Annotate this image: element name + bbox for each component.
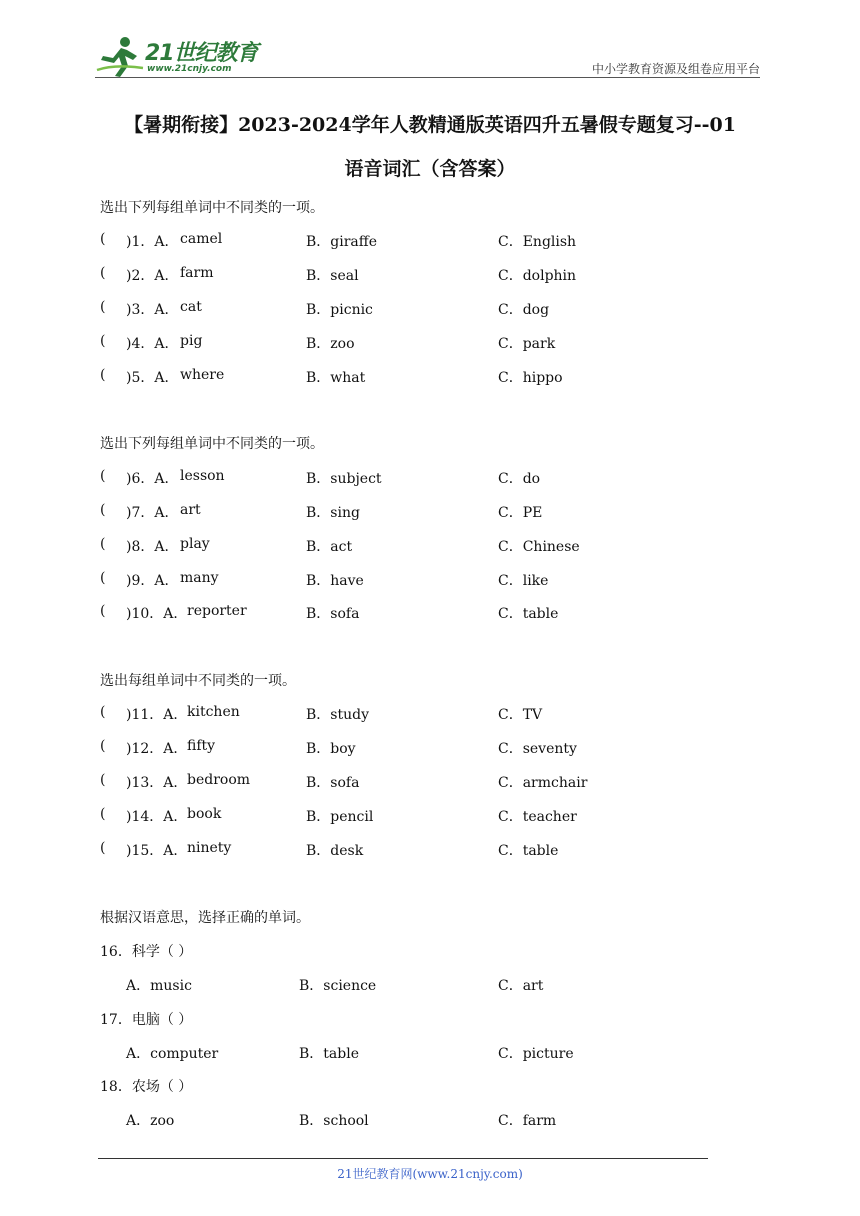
question-row: [100, 840, 720, 860]
answer-blank: (: [100, 333, 106, 349]
option-a: reporter: [187, 603, 247, 619]
option-c: C．picture: [498, 1046, 574, 1062]
question-number: )9．A．: [126, 573, 179, 589]
option-b: B．table: [299, 1046, 359, 1062]
option-b: B．sofa: [306, 775, 360, 791]
option-a: camel: [180, 231, 223, 247]
option-a: lesson: [180, 468, 225, 484]
option-b: B．school: [299, 1113, 369, 1129]
option-a: pig: [180, 333, 203, 349]
question-number: )10．A．: [126, 606, 188, 622]
option-c: C．dolphin: [498, 268, 577, 284]
logo: [95, 34, 260, 78]
option-a: fifty: [187, 738, 216, 754]
option-c: C．PE: [498, 505, 543, 521]
question-row: [100, 772, 720, 792]
question-number: )6．A．: [126, 471, 179, 487]
question-number: )5．A．: [126, 370, 179, 386]
footer-divider: [98, 1158, 708, 1159]
option-a: A．music: [126, 978, 192, 994]
question-number: )14．A．: [126, 809, 188, 825]
option-a: play: [180, 536, 210, 552]
option-b: B．seal: [306, 268, 359, 284]
question-number: )1．A．: [126, 234, 179, 250]
options-row: [126, 1110, 726, 1130]
options-row: [126, 1043, 726, 1063]
question-number: )8．A．: [126, 539, 179, 555]
option-b: B．sing: [306, 505, 360, 521]
question-stem: 18．农场（ ）: [100, 1079, 193, 1095]
option-c: C．English: [498, 234, 577, 250]
question-row: [100, 738, 720, 758]
option-a: bedroom: [187, 772, 251, 788]
section-3-instruction: 选出每组单词中不同类的一项。: [100, 673, 296, 689]
option-a: where: [180, 367, 225, 383]
option-b: B．subject: [306, 471, 382, 487]
question-row: [100, 536, 720, 556]
option-b: B．sofa: [306, 606, 360, 622]
platform-name: 中小学教育资源及组卷应用平台: [591, 62, 760, 76]
option-b: B．what: [306, 370, 366, 386]
option-c: C．do: [498, 471, 541, 487]
question-number: )11．A．: [126, 707, 188, 723]
runner-logo-icon: [95, 36, 145, 78]
option-c: C．farm: [498, 1113, 557, 1129]
answer-blank: (: [100, 231, 106, 247]
option-a: ninety: [187, 840, 232, 856]
option-b: B．boy: [306, 741, 356, 757]
question-row: [100, 299, 720, 319]
question-row: [100, 603, 720, 623]
question-row: [100, 704, 720, 724]
question-row: [100, 333, 720, 353]
option-b: B．science: [299, 978, 377, 994]
question-number: )2．A．: [126, 268, 179, 284]
section-4-instruction: 根据汉语意思，选择正确的单词。: [100, 910, 310, 926]
answer-blank: (: [100, 603, 106, 619]
option-a: many: [180, 570, 219, 586]
question-number: )12．A．: [126, 741, 188, 757]
question-row: [100, 806, 720, 826]
logo-url: www.21cnjy.com: [147, 64, 232, 74]
answer-blank: (: [100, 840, 106, 856]
document-title-line1: 【暑期衔接】2023-2024学年人教精通版英语四升五暑假专题复习--01: [124, 114, 736, 136]
answer-blank: (: [100, 299, 106, 315]
question-number: )3．A．: [126, 302, 179, 318]
question-number: )15．A．: [126, 843, 188, 859]
option-c: C．table: [498, 843, 559, 859]
question-number: )13．A．: [126, 775, 188, 791]
option-b: B．pencil: [306, 809, 374, 825]
option-c: C．Chinese: [498, 539, 580, 555]
footer-text: 21世纪教育网(www.21cnjy.com): [337, 1167, 523, 1181]
option-b: B．desk: [306, 843, 364, 859]
option-a: A．computer: [126, 1046, 219, 1062]
question-stem: 16．科学（ ）: [100, 944, 193, 960]
question-row: [100, 570, 720, 590]
page-header: [95, 30, 760, 80]
section-1-instruction: 选出下列每组单词中不同类的一项。: [100, 200, 324, 216]
option-b: B．zoo: [306, 336, 355, 352]
option-c: C．park: [498, 336, 556, 352]
option-a: farm: [180, 265, 214, 281]
logo-text: 21世纪教育: [145, 41, 258, 66]
answer-blank: (: [100, 265, 106, 281]
document-title-line2: 语音词汇（含答案）: [344, 158, 516, 180]
option-c: C．seventy: [498, 741, 577, 757]
answer-blank: (: [100, 570, 106, 586]
option-a: art: [180, 502, 201, 518]
option-b: B．study: [306, 707, 369, 723]
answer-blank: (: [100, 536, 106, 552]
question-number: )4．A．: [126, 336, 179, 352]
option-c: C．hippo: [498, 370, 563, 386]
options-row: [126, 975, 726, 995]
option-c: C．like: [498, 573, 549, 589]
answer-blank: (: [100, 738, 106, 754]
question-row: [100, 231, 720, 251]
section-2-instruction: 选出下列每组单词中不同类的一项。: [100, 436, 324, 452]
header-divider: [95, 77, 760, 78]
question-stem: 17．电脑（ ）: [100, 1012, 193, 1028]
question-row: [100, 265, 720, 285]
answer-blank: (: [100, 468, 106, 484]
option-a: book: [187, 806, 222, 822]
question-number: )7．A．: [126, 505, 179, 521]
option-c: C．dog: [498, 302, 550, 318]
option-a: cat: [180, 299, 202, 315]
answer-blank: (: [100, 704, 106, 720]
option-b: B．picnic: [306, 302, 373, 318]
answer-blank: (: [100, 772, 106, 788]
option-c: C．art: [498, 978, 544, 994]
question-row: [100, 502, 720, 522]
option-c: C．armchair: [498, 775, 588, 791]
answer-blank: (: [100, 806, 106, 822]
option-c: C．TV: [498, 707, 543, 723]
option-b: B．have: [306, 573, 364, 589]
answer-blank: (: [100, 502, 106, 518]
option-b: B．act: [306, 539, 353, 555]
option-c: C．table: [498, 606, 559, 622]
option-a: A．zoo: [126, 1113, 175, 1129]
option-a: kitchen: [187, 704, 240, 720]
question-row: [100, 367, 720, 387]
answer-blank: (: [100, 367, 106, 383]
question-row: [100, 468, 720, 488]
option-b: B．giraffe: [306, 234, 377, 250]
option-c: C．teacher: [498, 809, 577, 825]
